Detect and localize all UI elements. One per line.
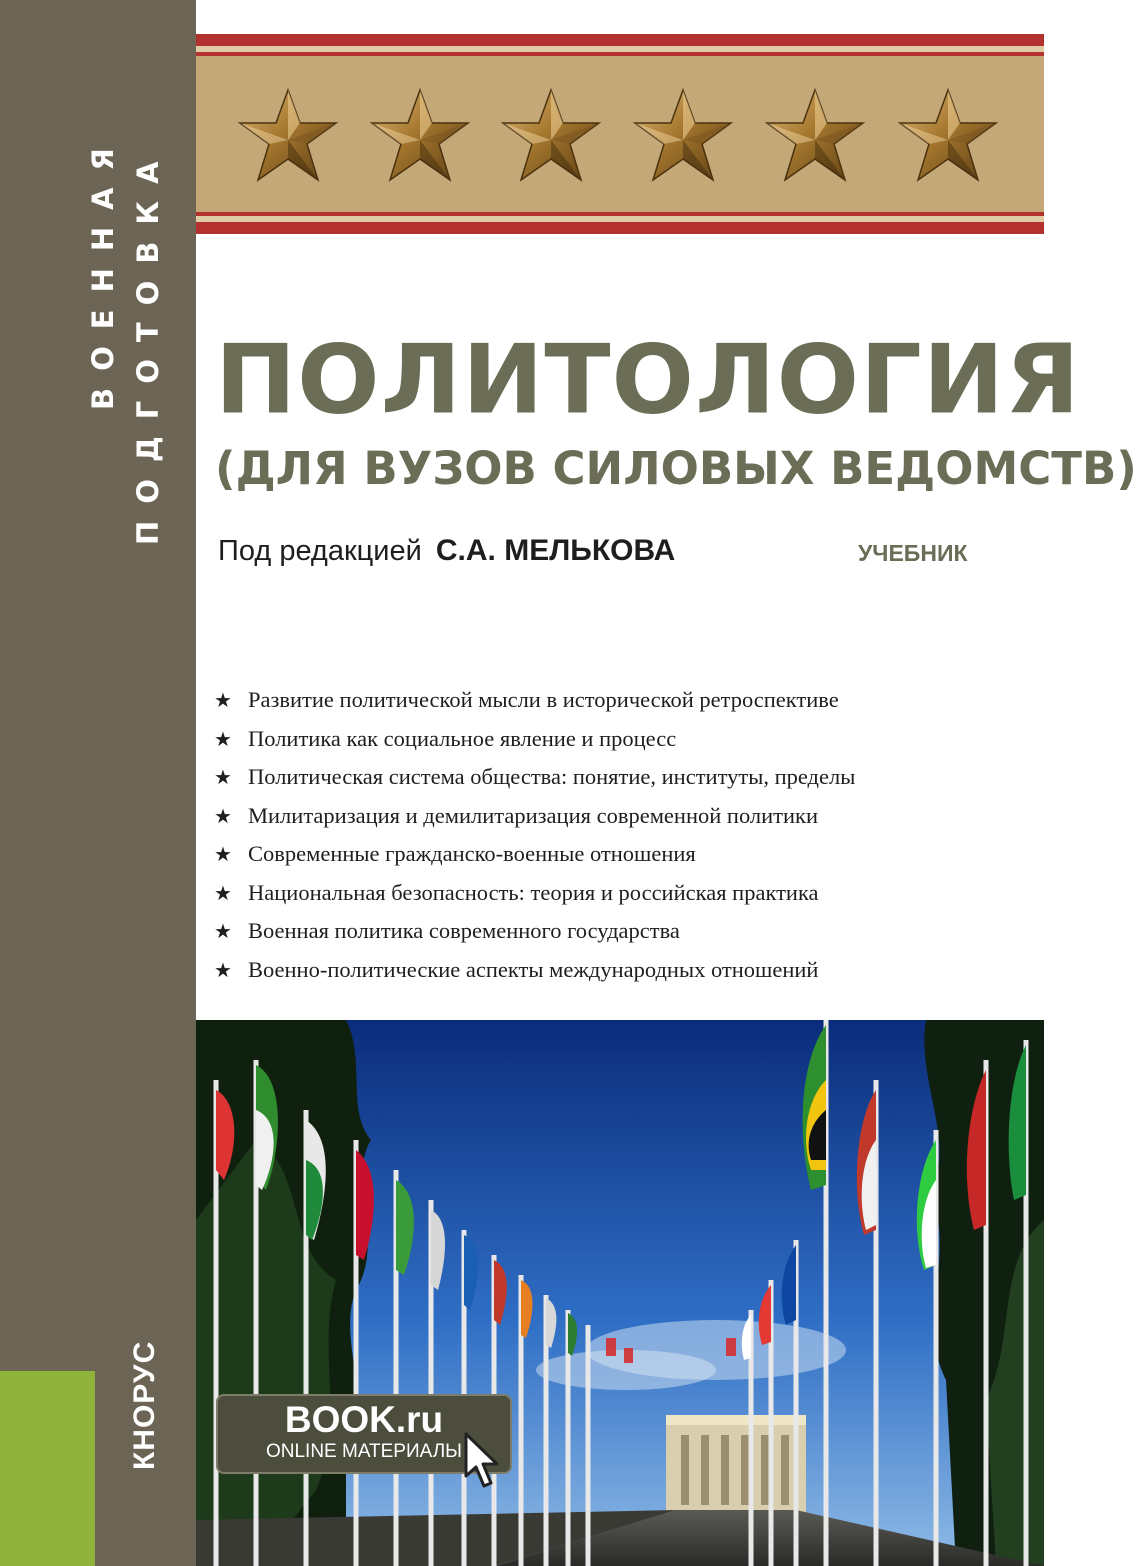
publisher-accent-block [0, 1371, 95, 1566]
star-icon [765, 88, 865, 183]
list-item [214, 951, 855, 990]
editor-name: С.А. МЕЛЬКОВА [435, 534, 676, 567]
star-bullet-icon: ★ [214, 882, 232, 905]
book-subtitle: (ДЛЯ ВУЗОВ СИЛОВЫХ ВЕДОМСТВ) [215, 442, 1137, 495]
topic-text: Военно-политические аспекты международных отношений [248, 956, 819, 982]
list-item [214, 720, 855, 759]
badge-caption: ONLINE МАТЕРИАЛЫ [265, 1441, 463, 1462]
spine [0, 0, 196, 1566]
band-top-stripe [196, 34, 1044, 46]
star-icon [238, 88, 338, 183]
list-item [214, 835, 855, 874]
star-bullet-icon: ★ [214, 690, 232, 712]
series-label-line1: ВОЕННАЯ [86, 131, 120, 410]
topic-text: Политика как социальное явление и процесс [248, 725, 677, 751]
list-item [214, 681, 855, 720]
topic-text: Политическая система общества: понятие, институты, пределы [248, 764, 856, 789]
star-bullet-icon: ★ [214, 844, 232, 866]
cursor-arrow-icon [462, 1432, 506, 1490]
star-bullet-icon: ★ [214, 959, 232, 982]
star-icon [501, 88, 601, 183]
list-item [214, 912, 855, 951]
list-item [214, 874, 855, 913]
series-label-line2: ПОДГОТОВКА [131, 144, 165, 545]
star-icon [370, 88, 470, 183]
topic-text: Военная политика современного государства [248, 918, 680, 943]
document-type: УЧЕБНИК [858, 540, 968, 566]
book-title: ПОЛИТОЛОГИЯ [215, 324, 1081, 435]
publisher-name: КНОРУС [128, 1340, 161, 1470]
band-bottom-stripe [196, 222, 1044, 234]
list-item [214, 797, 855, 836]
editor-prefix: Под редакцией [218, 535, 422, 567]
star-bullet-icon: ★ [214, 728, 232, 751]
editor-line [218, 534, 675, 568]
star-icon [898, 88, 998, 183]
star-bullet-icon: ★ [214, 805, 232, 828]
topic-text: Национальная безопасность: теория и российская практика [248, 879, 819, 905]
topic-list [214, 681, 855, 989]
topic-text: Развитие политической мысли в исторической ретроспективе [248, 687, 839, 712]
star-bullet-icon: ★ [214, 921, 232, 943]
band-top-thin-stripe [196, 52, 1044, 56]
flags-photo [196, 1020, 1044, 1566]
badge-brand: BOOK.ru [284, 1399, 444, 1440]
star-band [196, 34, 1044, 234]
list-item [214, 758, 855, 797]
topic-text: Современные гражданско-военные отношения [248, 841, 696, 866]
star-icon [633, 88, 733, 183]
star-bullet-icon: ★ [214, 767, 232, 789]
topic-text: Милитаризация и демилитаризация современной политики [248, 802, 819, 828]
